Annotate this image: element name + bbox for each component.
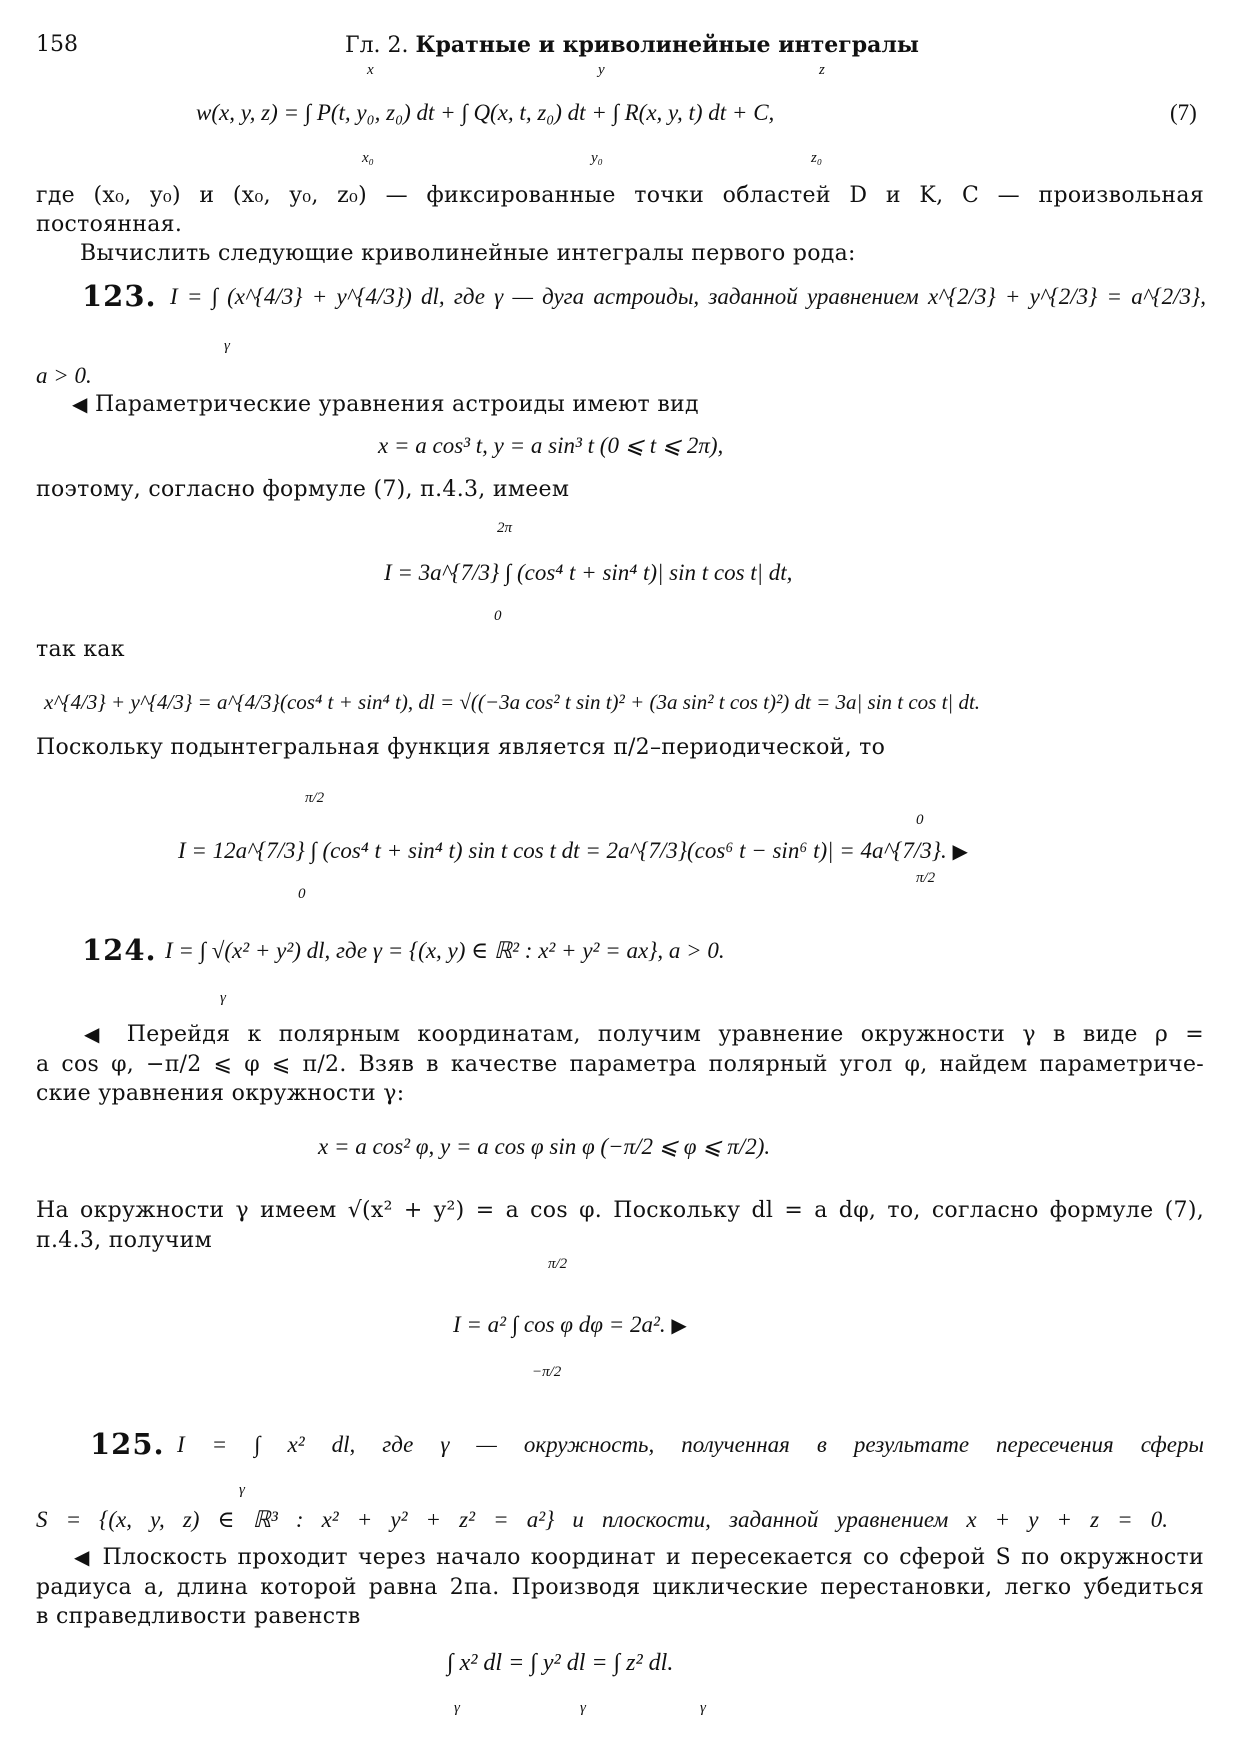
- final-result-formula: I = 12a^{7/3} ∫ (cos⁴ t + sin⁴ t) sin t cos t dt = 2a^{7/3}(cos⁶ t − sin⁶ t)| = 4a^{7/3}.: [178, 838, 947, 863]
- parametric-equations: x = a cos³ t, y = a sin³ t (0 ⩽ t ⩽ 2π),: [378, 433, 724, 458]
- integral-subscript-gamma: γ: [580, 1700, 586, 1716]
- solution-start: [72, 392, 699, 417]
- limit-upper-y: y: [598, 62, 605, 78]
- solution-text: Перейдя к полярным координатам, получим уравнение окружности γ в виде ρ =: [126, 1022, 1204, 1047]
- solution-end-marker: ▶: [671, 1315, 687, 1337]
- page-number: 158: [36, 32, 78, 57]
- limit-lower-y0: y₀: [591, 150, 603, 166]
- integral-lower-limit: 0: [494, 608, 502, 624]
- solution-line-4: На окружности γ имеем √(x² + y²) = a cos φ. Поскольку dl = a dφ, то, согласно формуле (7),: [36, 1198, 1204, 1223]
- calculation-line: x^{4/3} + y^{4/3} = a^{4/3}(cos⁴ t + sin⁴ t), dl = √((−3a cos² t sin t)² + (3a sin² t cos t)²) dt = 3a| sin t cos t| dt.: [44, 690, 981, 714]
- since-line: так как: [36, 637, 125, 662]
- final-integral-upper-limit: π/2: [305, 790, 325, 806]
- statement-line-2: S = {(x, y, z) ∈ ℝ³ : x² + y² + z² = a²} и плоскости, заданной уравнением x + y + z = 0.: [36, 1507, 1168, 1532]
- chapter-label: Гл. 2.: [345, 33, 409, 58]
- equality-chain: ∫ x² dl = ∫ y² dl = ∫ z² dl.: [447, 1650, 674, 1676]
- final-integral-lower-limit: 0: [298, 886, 306, 902]
- substitution-bar-bottom: π/2: [916, 870, 936, 886]
- problem-statement: I = ∫ (x^{4/3} + y^{4/3}) dl, где γ — дуга астроиды, заданной уравнением x^{2/3} + y^{2/3} = a^{2/3},: [170, 284, 1206, 309]
- final-result: [178, 838, 968, 864]
- solution-line-2: радиуса a, длина которой равна 2πa. Производя циклические перестановки, легко убедиться: [36, 1575, 1204, 1600]
- integral-subscript-gamma: γ: [239, 1482, 245, 1498]
- solution-begin-marker: ◀: [74, 1545, 93, 1569]
- limit-lower-x0: x₀: [362, 150, 374, 166]
- condition: a > 0.: [36, 363, 92, 388]
- solution-line-1: [74, 1545, 1204, 1570]
- integral-subscript-gamma: γ: [454, 1700, 460, 1716]
- formula-7-tag: (7): [1170, 100, 1197, 125]
- solution-line-1: [84, 1022, 1204, 1047]
- problem-number: 124.: [82, 933, 157, 967]
- integral-upper-limit: 2π: [497, 520, 513, 536]
- solution-line-2: a cos φ, −π/2 ⩽ φ ⩽ π/2. Взяв в качестве параметра полярный угол φ, найдем параметриче-: [36, 1052, 1204, 1077]
- task-statement: Вычислить следующие криволинейные интегралы первого рода:: [80, 241, 856, 266]
- substitution-bar-top: 0: [916, 812, 924, 828]
- solution-begin-marker: ◀: [84, 1022, 110, 1046]
- integral-upper-limit: π/2: [548, 1256, 568, 1272]
- solution-end-marker: ▶: [952, 841, 968, 863]
- integral-subscript-gamma: γ: [700, 1700, 706, 1716]
- periodicity-line: Поскольку подынтегральная функция является π/2–периодической, то: [36, 735, 886, 760]
- integral-1: I = 3a^{7/3} ∫ (cos⁴ t + sin⁴ t)| sin t cos t| dt,: [384, 560, 793, 585]
- intro-line-1: где (x₀, y₀) и (x₀, y₀, z₀) — фиксированные точки областей D и K, C — произвольная: [36, 183, 1204, 208]
- chapter-title: Кратные и криволинейные интегралы: [415, 32, 919, 58]
- integral-lower-limit: −π/2: [532, 1364, 562, 1380]
- problem-number: 123.: [82, 279, 157, 313]
- problem-statement: I = ∫ √(x² + y²) dl, где γ = {(x, y) ∈ ℝ² : x² + y² = ax}, a > 0.: [165, 938, 725, 963]
- problem-number: 125.: [90, 1427, 165, 1461]
- limit-upper-x: x: [367, 62, 374, 78]
- problem-statement: I = ∫ x² dl, где γ — окружность, полученная в результате пересечения сферы: [177, 1432, 1204, 1457]
- formula-7-body: w(x, y, z) = ∫ P(t, y₀, z₀) dt + ∫ Q(x, t, z₀) dt + ∫ R(x, y, t) dt + C,: [196, 100, 775, 125]
- running-header: [345, 32, 919, 58]
- solution-begin-marker: ◀: [72, 392, 88, 416]
- limit-lower-z0: z₀: [811, 150, 823, 166]
- intro-line-2: постоянная.: [36, 212, 183, 237]
- solution-line-3: ские уравнения окружности γ:: [36, 1081, 405, 1106]
- hence-line: поэтому, согласно формуле (7), п.4.3, имеем: [36, 477, 570, 502]
- final-result: [453, 1312, 687, 1338]
- integral-subscript-gamma: γ: [220, 990, 226, 1006]
- solution-line-3: в справедливости равенств: [36, 1604, 361, 1629]
- integral-subscript-gamma: γ: [224, 338, 230, 354]
- limit-upper-z: z: [819, 62, 825, 78]
- solution-line-5: п.4.3, получим: [36, 1228, 212, 1253]
- final-result-formula: I = a² ∫ cos φ dφ = 2a².: [453, 1312, 666, 1337]
- solution-text: Параметрические уравнения астроиды имеют вид: [94, 392, 699, 417]
- parametric-equations: x = a cos² φ, y = a cos φ sin φ (−π/2 ⩽ φ ⩽ π/2).: [318, 1134, 771, 1159]
- solution-text: Плоскость проходит через начало координат и пересекается со сферой S по окружности: [102, 1545, 1204, 1570]
